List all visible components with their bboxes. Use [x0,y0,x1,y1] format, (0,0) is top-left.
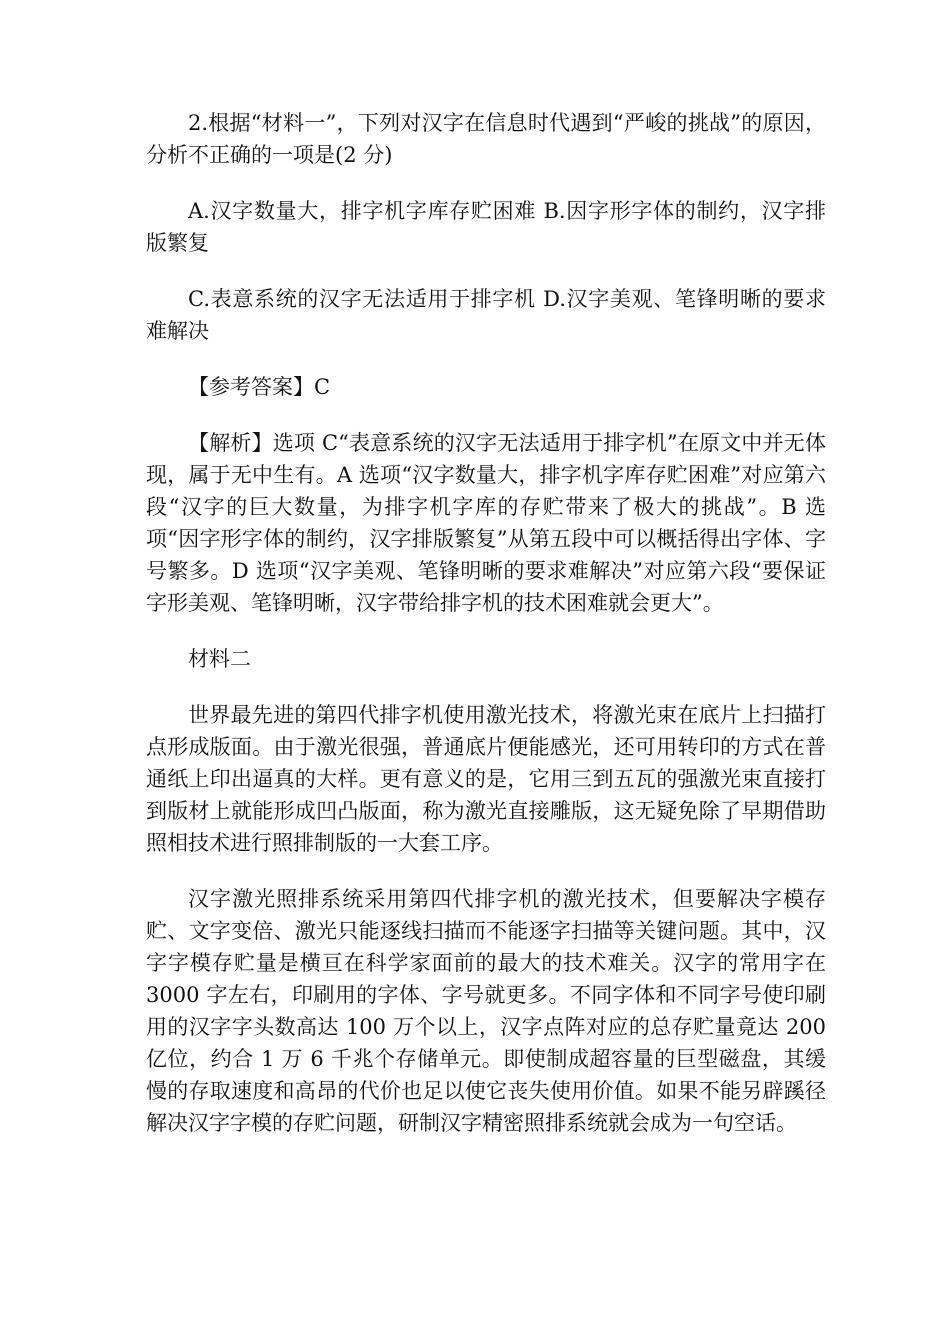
answer-analysis: 【解析】选项 C“表意系统的汉字无法适用于排字机”在原文中并无体现，属于无中生有。A 选项“汉字数量大，排字机字库存贮困难”对应第六段“汉字的巨大数量，为排字机字库的存贮带来了极大的挑战”。B 选项“因字形字体的制约，汉字排版繁复”从第五段中可以概括得出字体、字号繁多。D 选项“汉字美观、笔锋明晰的要求难解决”对应第六段“要保证字形美观、笔锋明晰，汉字带给排字机的技术困难就会更大”。 [146,431,826,615]
options-c-d: C.表意系统的汉字无法适用于排字机 D.汉字美观、笔锋明晰的要求难解决 [146,287,826,343]
material-paragraph-1: 世界最先进的第四代排字机使用激光技术，将激光束在底片上扫描打点形成版面。由于激光很强，普通底片便能感光，还可用转印的方式在普通纸上印出逼真的大样。更有意义的是，它用三到五瓦的强激光束直接打到版材上就能形成凹凸版面，称为激光直接雕版，这无疑免除了早期借助照相技术进行照排制版的一大套工序。 [146,703,826,855]
material-heading: 材料二 [188,647,251,671]
reference-answer: 【参考答案】C [188,375,331,399]
material-paragraph-2: 汉字激光照排系统采用第四代排字机的激光技术，但要解决字模存贮、文字变倍、激光只能逐线扫描而不能逐字扫描等关键问题。其中，汉字字模存贮量是横亘在科学家面前的最大的技术难关。汉字的常用字在 3000 字左右，印刷用的字体、字号就更多。不同字体和不同字号使印刷用的汉字字头数高达 100 万个以上，汉字点阵对应的总存贮量竟达 200 亿位，约合 1 万 6 千兆个存储单元。即使制成超容量的巨型磁盘，其缓慢的存取速度和高昂的代价也足以使它丧失使用价值。如果不能另辟蹊径解决汉字字模的存贮问题，研制汉字精密照排系统就会成为一句空话。 [146,887,826,1135]
question-stem: 2.根据“材料一”，下列对汉字在信息时代遇到“严峻的挑战”的原因，分析不正确的一项是(2 分) [146,111,826,167]
options-a-b: A.汉字数量大，排字机字库存贮困难 B.因字形字体的制约，汉字排版繁复 [146,199,826,255]
document-body [146,107,826,1163]
